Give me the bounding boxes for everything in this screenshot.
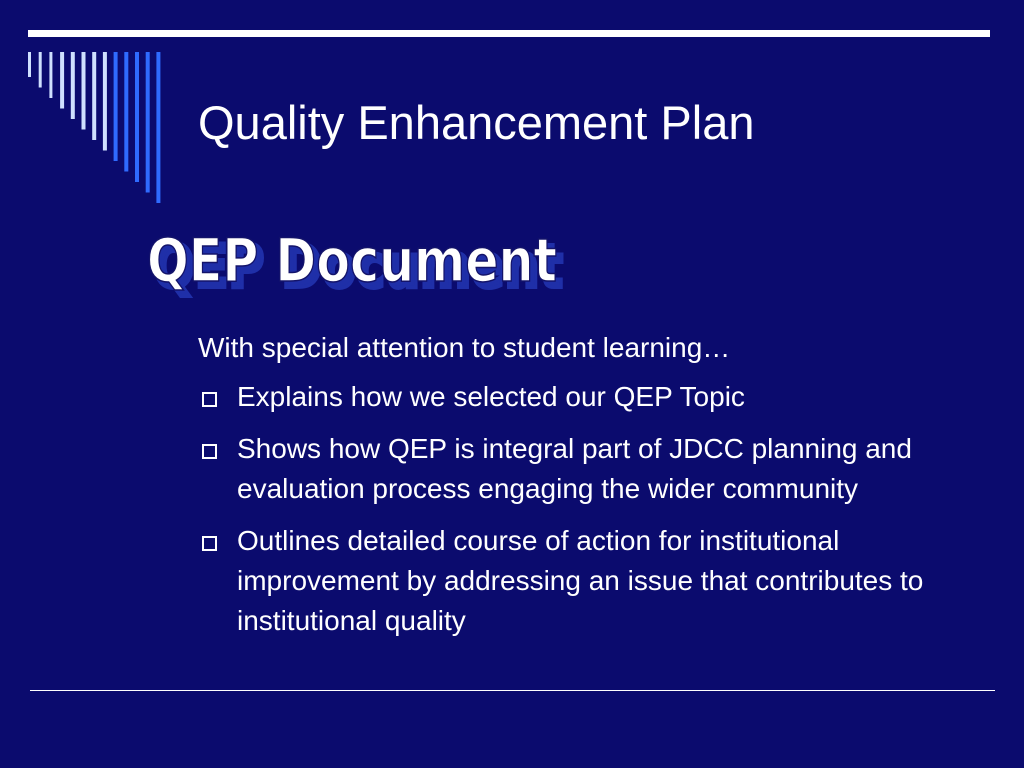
slide-title: Quality Enhancement Plan (198, 96, 755, 149)
decorative-stripe (92, 52, 96, 140)
bullet-item (198, 377, 968, 417)
hollow-square-bullet-icon (202, 392, 217, 407)
hollow-square-bullet-icon (202, 444, 217, 459)
decorative-stripe (28, 52, 31, 77)
decorative-stripe (114, 52, 118, 161)
bullet-text: Explains how we selected our QEP Topic (237, 381, 745, 412)
wordart-heading (140, 224, 580, 304)
intro-text: With special attention to student learning… (198, 332, 731, 363)
decorative-stripe (60, 52, 64, 109)
decorative-stripe (71, 52, 75, 119)
decorative-stripe (124, 52, 128, 172)
decorative-stripe (82, 52, 86, 130)
decorative-stripe (156, 52, 160, 203)
bottom-rule (30, 690, 995, 691)
decorative-stripe (103, 52, 107, 151)
bullet-item (198, 521, 968, 641)
bullet-text: Outlines detailed course of action for institutional improvement by addressing an issue that contributes to institutional quality (237, 525, 924, 636)
decorative-stripe (39, 52, 42, 88)
wordart-text: QEP Document (147, 226, 557, 296)
bullet-list (198, 377, 968, 653)
bullet-item (198, 429, 968, 509)
decorative-stripe (135, 52, 139, 182)
decorative-stripe (146, 52, 150, 193)
decorative-stripe (49, 52, 52, 98)
hollow-square-bullet-icon (202, 536, 217, 551)
bullet-text: Shows how QEP is integral part of JDCC planning and evaluation process engaging the wider community (237, 433, 912, 504)
wordart-shadow: QEP Document (153, 232, 563, 302)
